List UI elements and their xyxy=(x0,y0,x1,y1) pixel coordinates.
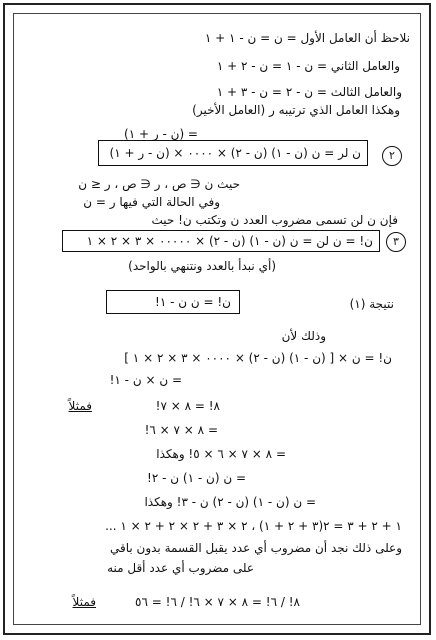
line-sum-expression: ١ + ٢ + ٣ = ٢(٣ + ٢ + ١) ، ٢ × ٣ + ٢ × ٢ + ٢ × ١ ... xyxy=(105,519,402,533)
example-label-1: فمثلاً xyxy=(68,399,92,413)
line-first-factor: نلاحظ أن العامل الأول = ن = ن - ١ + ١ xyxy=(204,31,410,45)
line-example-ratio: ٨! / ٦! = ٨ × ٧ × ٦! / ٦! = ٥٦ xyxy=(135,595,300,609)
line-divisibility-2: على مضروب أي عدد أقل منه xyxy=(107,561,254,575)
line-last-factor-expr: = (ن - ر + ١) xyxy=(124,127,198,141)
line-case-r-equals-n: وفي الحالة التي فيها ر = ن xyxy=(83,195,220,209)
circled-number-2: ٢ xyxy=(382,146,402,166)
line-last-factor: وهكذا العامل الذي ترتيبه ر (العامل الأخير) xyxy=(192,103,400,117)
line-factorial-definition: فإن ن لن تسمى مضروب العدد ن وتكتب ن! حيث xyxy=(151,213,398,227)
line-conditions: حيث ن ∈ ص ، ر ∈ ص ، ر ≤ ن xyxy=(78,177,240,191)
line-example-8-7-6: = ٨ × ٧ × ٦ × ٥! وهكذا xyxy=(156,447,286,461)
result-formula: ن! = ن ن - ١! xyxy=(155,295,231,309)
result-box xyxy=(106,290,240,314)
permutation-formula: ن لر = ن (ن - ١) (ن - ٢) × ٠٠٠٠ × (ن - ر + ١) xyxy=(109,146,361,160)
result-label: نتيجة (١) xyxy=(349,297,394,311)
example-label-2: فمثلاً xyxy=(72,595,96,609)
line-divisibility-1: وعلى ذلك نجد أن مضروب أي عدد يقبل القسمة بدون باقي xyxy=(109,541,402,555)
line-example-8: ٨! = ٨ × ٧! xyxy=(155,399,220,413)
line-example-8-7: = ٨ × ٧ × ٦! xyxy=(144,423,218,437)
factorial-formula: ن! = ن لن = ن (ن - ١) (ن - ٢) × ٠٠٠٠٠ × ٣ × ٢ × ١ xyxy=(86,234,373,248)
line-n-times: = ن × ن - ١! xyxy=(109,373,182,387)
factorial-formula-box xyxy=(62,230,380,252)
line-third-factor: والعامل الثالث = ن - ٢ = ن - ٣ + ١ xyxy=(216,85,402,99)
line-n-n1: = ن (ن - ١) ن - ٢! xyxy=(147,471,246,485)
line-because: وذلك لأن xyxy=(281,329,326,343)
permutation-formula-box xyxy=(98,140,368,166)
line-expansion: ن! = ن × [ (ن - ١) (ن - ٢) × ٠٠٠٠ × ٣ × ٢ × ١ ] xyxy=(124,351,392,365)
line-second-factor: والعامل الثاني = ن - ١ = ن - ٢ + ١ xyxy=(216,59,400,73)
circled-number-3: ٣ xyxy=(386,232,406,252)
line-start-end-note: (أي نبدأ بالعدد ونتنهي بالواحد) xyxy=(128,259,276,273)
line-n-n1-n2: = ن (ن - ١) (ن - ٢) ن - ٣! وهكذا xyxy=(144,495,316,509)
